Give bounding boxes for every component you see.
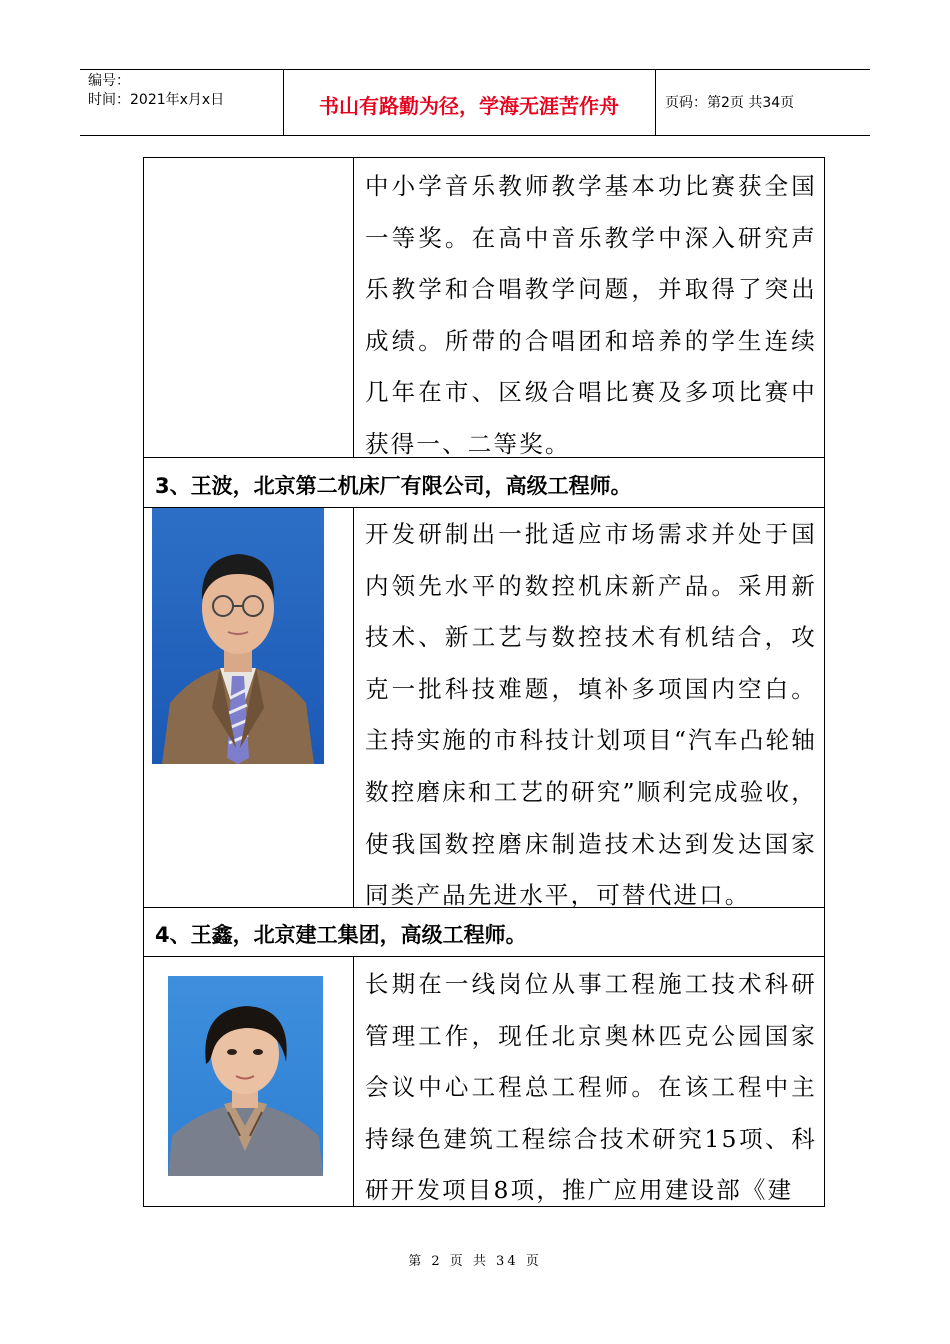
person-3-title: 3、王波，北京第二机床厂有限公司，高级工程师。 — [155, 474, 632, 498]
header-meta — [88, 72, 224, 110]
person-4-description: 长期在一线岗位从事工程施工技术科研管理工作，现任北京奥林匹克公园国家会议中心工程总工程师。在该工程中主持绿色建筑工程综合技术研究15项、科研开发项目8项，推广应用建设部《建 — [365, 970, 817, 1205]
time-label: 时间：2021年x月x日 — [88, 92, 225, 108]
person-3-description: 开发研制出一批适应市场需求并处于国内领先水平的数控机床新产品。采用新技术、新工艺与数控技术有机结合，攻克一批科技难题，填补多项国内空白。主持实施的市科技计划项目“汽车凸轮轴数控磨床和工艺的研究”顺利完成验收，使我国数控磨床制造技术达到发达国家同类产品先进水平，可替代进口。 — [365, 520, 817, 910]
header-bottom-rule — [80, 135, 870, 136]
person-4-photo — [168, 976, 323, 1176]
table-border — [824, 157, 825, 1207]
column-divider — [353, 956, 354, 1207]
continued-description: 中小学音乐教师教学基本功比赛获全国一等奖。在高中音乐教学中深入研究声乐教学和合唱教学问题，并取得了突出成绩。所带的合唱团和培养的学生连续几年在市、区级合唱比赛及多项比赛中获得一、二等奖。 — [365, 172, 817, 458]
header-motto: 书山有路勤为径，学海无涯苦作舟 — [319, 94, 619, 118]
header-page-info: 页码：第2页 共34页 — [665, 95, 795, 111]
profile-table — [143, 157, 825, 1207]
column-divider — [353, 157, 354, 457]
number-label: 编号： — [88, 73, 130, 89]
row-divider — [143, 956, 825, 957]
person-3-photo — [152, 508, 324, 764]
table-border — [143, 157, 825, 158]
header-divider — [655, 69, 656, 135]
header-top-rule — [80, 69, 870, 70]
table-border — [143, 157, 144, 1207]
column-divider — [353, 507, 354, 907]
person-4-title: 4、王鑫，北京建工集团，高级工程师。 — [155, 923, 527, 947]
page-footer: 第 2 页 共 34 页 — [408, 1254, 542, 1269]
